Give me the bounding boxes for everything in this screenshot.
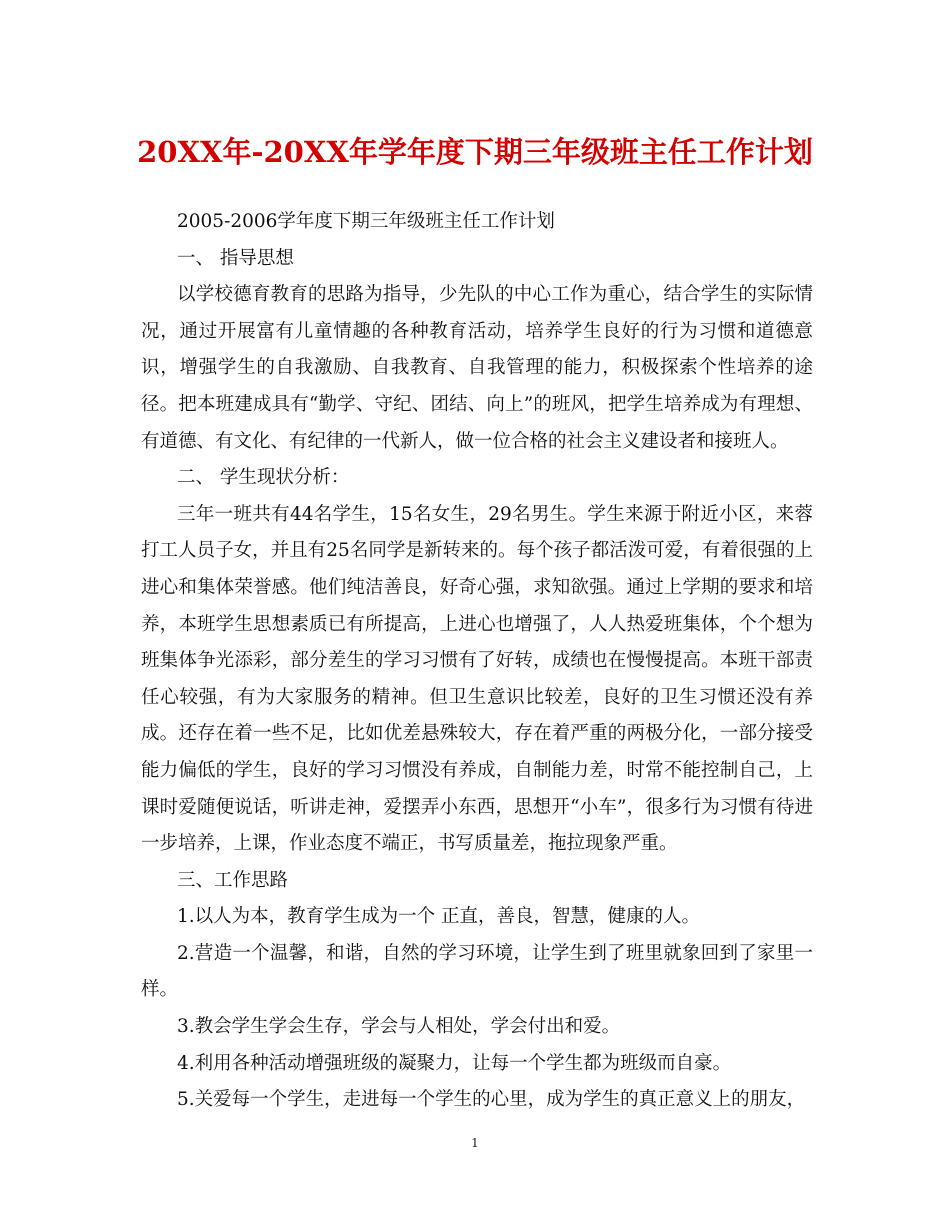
section-heading-student-analysis: 二、 学生现状分析： <box>177 467 350 489</box>
page-number: 1 <box>471 1136 479 1150</box>
list-item-5: 5.关爱每一个学生，走进每一个学生的心里，成为学生的真正意义上的朋友， <box>177 1089 806 1111</box>
list-item-2: 2.营造一个温馨，和谐，自然的学习环境，让学生到了班里就象回到了家里一样。 <box>141 942 813 1001</box>
document-body <box>141 204 813 1119</box>
section-heading-work-ideas: 三、工作思路 <box>177 869 289 891</box>
section-heading-guiding-thought: 一、 指导思想 <box>177 247 294 269</box>
document-title: 20XX年-20XX年学年度下期三年级班主任工作计划 <box>137 135 813 169</box>
list-item-1: 1.以人为本，教育学生成为一个 正直，善良，智慧，健康的人。 <box>177 906 701 928</box>
subtitle-line: 2005-2006学年度下期三年级班主任工作计划 <box>177 211 555 232</box>
list-item-4: 4.利用各种活动增强班级的凝聚力，让每一个学生都为班级而自豪。 <box>177 1052 732 1074</box>
list-item-3: 3.教会学生学会生存，学会与人相处，学会付出和爱。 <box>177 1016 621 1038</box>
paragraph-guiding-thought: 以学校德育教育的思路为指导，少先队的中心工作为重心，结合学生的实际情况，通过开展富有儿童情趣的各种教育活动，培养学生良好的行为习惯和道德意识，增强学生的自我激励、自我教育、自我管理的能力，积极探索个性培养的途径。把本班建成具有“勤学、守纪、团结、向上”的班风，把学生培养成为有理想、有道德、有文化、有纪律的一代新人，做一位合格的社会主义建设者和接班人。 <box>141 284 813 452</box>
paragraph-student-analysis: 三年一班共有44名学生，15名女生，29名男生。学生来源于附近小区，来蓉打工人员子女，并且有25名同学是新转来的。每个孩子都活泼可爱，有着很强的上进心和集体荣誉感。他们纯洁善良，好奇心强，求知欲强。通过上学期的要求和培养，本班学生思想素质已有所提高，上进心也增强了，人人热爱班集体，个个想为班集体争光添彩，部分差生的学习习惯有了好转，成绩也在慢慢提高。本班干部责任心较强，有为大家服务的精神。但卫生意识比较差，良好的卫生习惯还没有养成。还存在着一些不足，比如优差悬殊较大，存在着严重的两极分化，一部分接受能力偏低的学生，良好的学习习惯没有养成，自制能力差，时常不能控制自己，上课时爱随便说话，听讲走神，爱摆弄小东西，思想开“小车”，很多行为习惯有待进一步培养，上课，作业态度不端正，书写质量差，拖拉现象严重。 <box>141 503 813 855</box>
